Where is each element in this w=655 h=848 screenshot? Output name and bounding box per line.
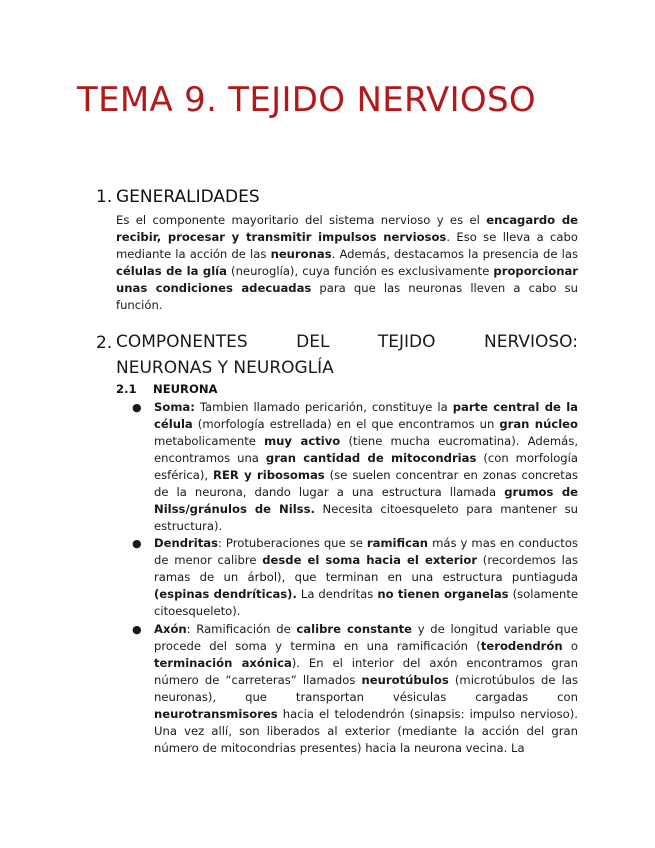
bullet-dot-icon: ●	[132, 623, 142, 636]
bullet-dendritas-text: : Protuberaciones que se	[218, 536, 367, 550]
section-2-heading-line2: NEURONAS Y NEUROGLÍA	[116, 358, 334, 378]
section-1-paragraph-bold-text: neuronas	[270, 247, 332, 261]
bullet-axon-bold-text: terodendrón	[480, 639, 563, 653]
bullet-dendritas-bold-text: ramifican	[366, 536, 429, 550]
section-1-title: GENERALIDADES	[116, 187, 260, 207]
bullet-dendritas-bold-text: (espinas dendríticas).	[154, 587, 297, 601]
bullet-axon	[132, 621, 579, 757]
section-2-heading-word: TEJIDO	[377, 332, 436, 352]
bullet-dendritas-text: más y mas en conductos de menor calibre	[154, 536, 578, 567]
bullet-dendritas-bold-text: Dendritas	[154, 536, 218, 550]
bullet-axon-text: (microtúbulos de las neuronas), que transportan vésiculas cargadas con	[154, 673, 578, 704]
section-1-number: 1.	[96, 187, 113, 207]
bullet-soma-bold-text: gran núcleo	[499, 417, 578, 431]
bullet-axon-bold-text: Axón	[154, 622, 187, 636]
bullet-soma-bold-text: grumos de Nilss/gránulos de Nilss.	[154, 485, 578, 516]
bullet-axon-text	[154, 622, 578, 755]
bullet-soma-text: (morfología estrellada) en el que encontramos un	[192, 417, 500, 431]
bullet-soma-text: Necesita citoesqueleto para mantener su estructura).	[154, 502, 578, 533]
section-1-paragraph-bold-text: proporcionar unas condiciones adecuadas	[116, 264, 578, 295]
bullet-axon-bold-text: terminación axónica	[154, 656, 292, 670]
bullet-dendritas-text: La dendritas	[296, 587, 378, 601]
bullet-soma-bold-text: parte central de la célula	[154, 400, 578, 431]
section-1-paragraph-bold-text: células de la glía	[116, 264, 227, 278]
section-1-paragraph-text: para que las neuronas lleven a cabo su función.	[116, 281, 578, 312]
bullet-axon-text: ). En el interior del axón encontramos gran número de “carreteras” llamados	[154, 656, 578, 687]
section-1-paragraph-text: . Eso se lleva a cabo mediante la acción de las	[116, 230, 578, 261]
page-title: TEMA 9. TEJIDO NERVIOSO	[77, 80, 536, 120]
bullet-dendritas-bold-text: desde el soma hacia el exterior	[262, 553, 478, 567]
bullet-soma-text: (con morfología esférica),	[154, 451, 578, 482]
section-1-heading	[96, 187, 396, 211]
bullet-soma-bold-text: gran cantidad de mitocondrias	[265, 451, 477, 465]
section-1-paragraph-text: . Además, destacamos la presencia de las	[331, 247, 579, 261]
bullet-dendritas-text	[154, 536, 578, 618]
bullet-soma-text	[154, 400, 578, 533]
subsection-2-1-number: 2.1	[116, 382, 137, 396]
section-1-paragraph-text: (neuroglía), cuya función es exclusivamente	[226, 264, 494, 278]
bullet-axon-bold-text: calibre constante	[296, 622, 413, 636]
bullet-soma-text: metabolicamente	[154, 434, 265, 448]
bullet-soma-bold-text: RER y ribosomas	[213, 468, 325, 482]
section-2-heading-word: NERVIOSO:	[484, 332, 578, 352]
bullet-dot-icon: ●	[132, 401, 142, 414]
bullet-soma-bold-text: Soma:	[154, 400, 195, 414]
bullet-dendritas-bold-text: no tienen organelas	[377, 587, 509, 601]
bullet-axon-text: hacia el telodendrón (sinapsis: impulso nervioso). Una vez allí, son liberados al exterior (mediante la acción del gran número de mitocondrias presentes) hacia la neurona vecina. La	[154, 707, 578, 755]
section-2-heading-word: DEL	[296, 332, 330, 352]
bullet-soma-text: Tambien llamado pericarión, constituye la	[194, 400, 453, 414]
bullet-axon-bold-text: neurotransmisores	[154, 707, 278, 721]
section-2-heading-line1	[116, 330, 578, 355]
section-1-paragraph	[116, 212, 578, 314]
section-2-number: 2.	[96, 333, 113, 353]
bullet-dendritas-text: (solamente citoesqueleto).	[154, 587, 579, 618]
bullet-soma-text: (tiene mucha eucromatina). Además, encontramos una	[154, 434, 578, 465]
bullet-axon-text: o	[562, 639, 578, 653]
bullet-soma-bold-text: muy activo	[264, 434, 341, 448]
bullet-axon-text: y de longitud variable que procede del soma y termina en una ramificación (	[154, 622, 579, 653]
bullet-soma	[132, 399, 578, 535]
section-1-paragraph-bold-text: encagardo de recibir, procesar y transmitir impulsos nerviosos	[116, 213, 578, 244]
section-2-heading-word: COMPONENTES	[116, 332, 248, 352]
bullet-soma-text: (se suelen concentrar en zonas concretas de la neurona, dando lugar a una estructura llamada	[154, 468, 578, 499]
section-1-paragraph-text: Es el componente mayoritario del sistema nervioso y es el	[116, 213, 487, 227]
bullet-axon-text: : Ramificación de	[186, 622, 297, 636]
bullet-dot-icon: ●	[132, 537, 142, 550]
bullet-dendritas	[132, 535, 579, 620]
bullet-axon-bold-text: neurotúbulos	[361, 673, 449, 687]
bullet-dendritas-text: (recordemos las ramas de un árbol), que terminan en una estructura puntiaguda	[154, 553, 578, 584]
subsection-2-1-title: NEURONA	[153, 382, 218, 396]
